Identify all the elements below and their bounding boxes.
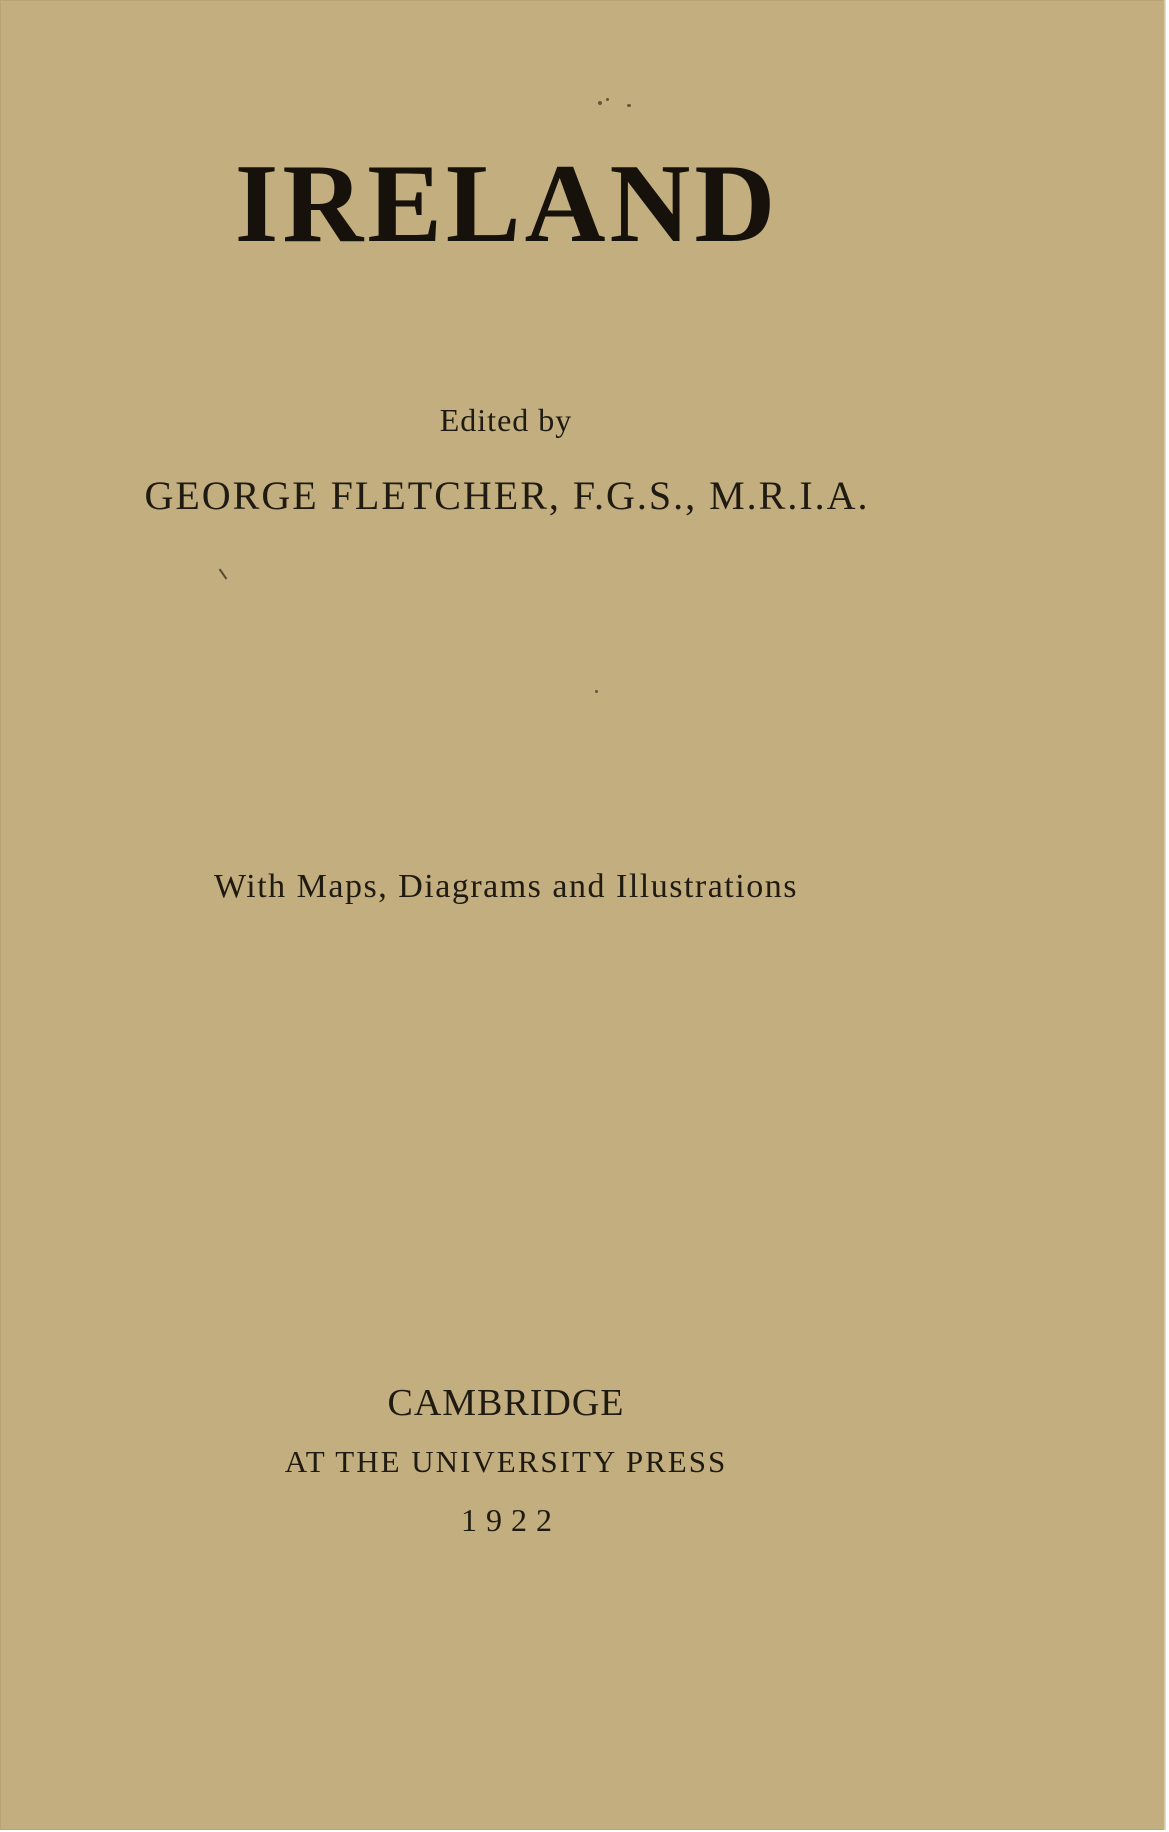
paper-speck [606, 98, 609, 101]
book-subtitle: With Maps, Diagrams and Illustrations [214, 868, 798, 905]
paper-speck [598, 101, 602, 105]
edited-by-label: Edited by [439, 402, 573, 438]
paper-speck [595, 690, 598, 693]
paper-mark [219, 569, 228, 580]
book-title: IRELAND [234, 142, 780, 266]
publication-year: 1922 [461, 1502, 561, 1538]
publisher-name: AT THE UNIVERSITY PRESS [284, 1444, 728, 1479]
editor-name: GEORGE FLETCHER, F.G.S., M.R.I.A. [144, 473, 870, 518]
publisher-city: CAMBRIDGE [387, 1382, 625, 1424]
paper-speck [627, 104, 631, 107]
